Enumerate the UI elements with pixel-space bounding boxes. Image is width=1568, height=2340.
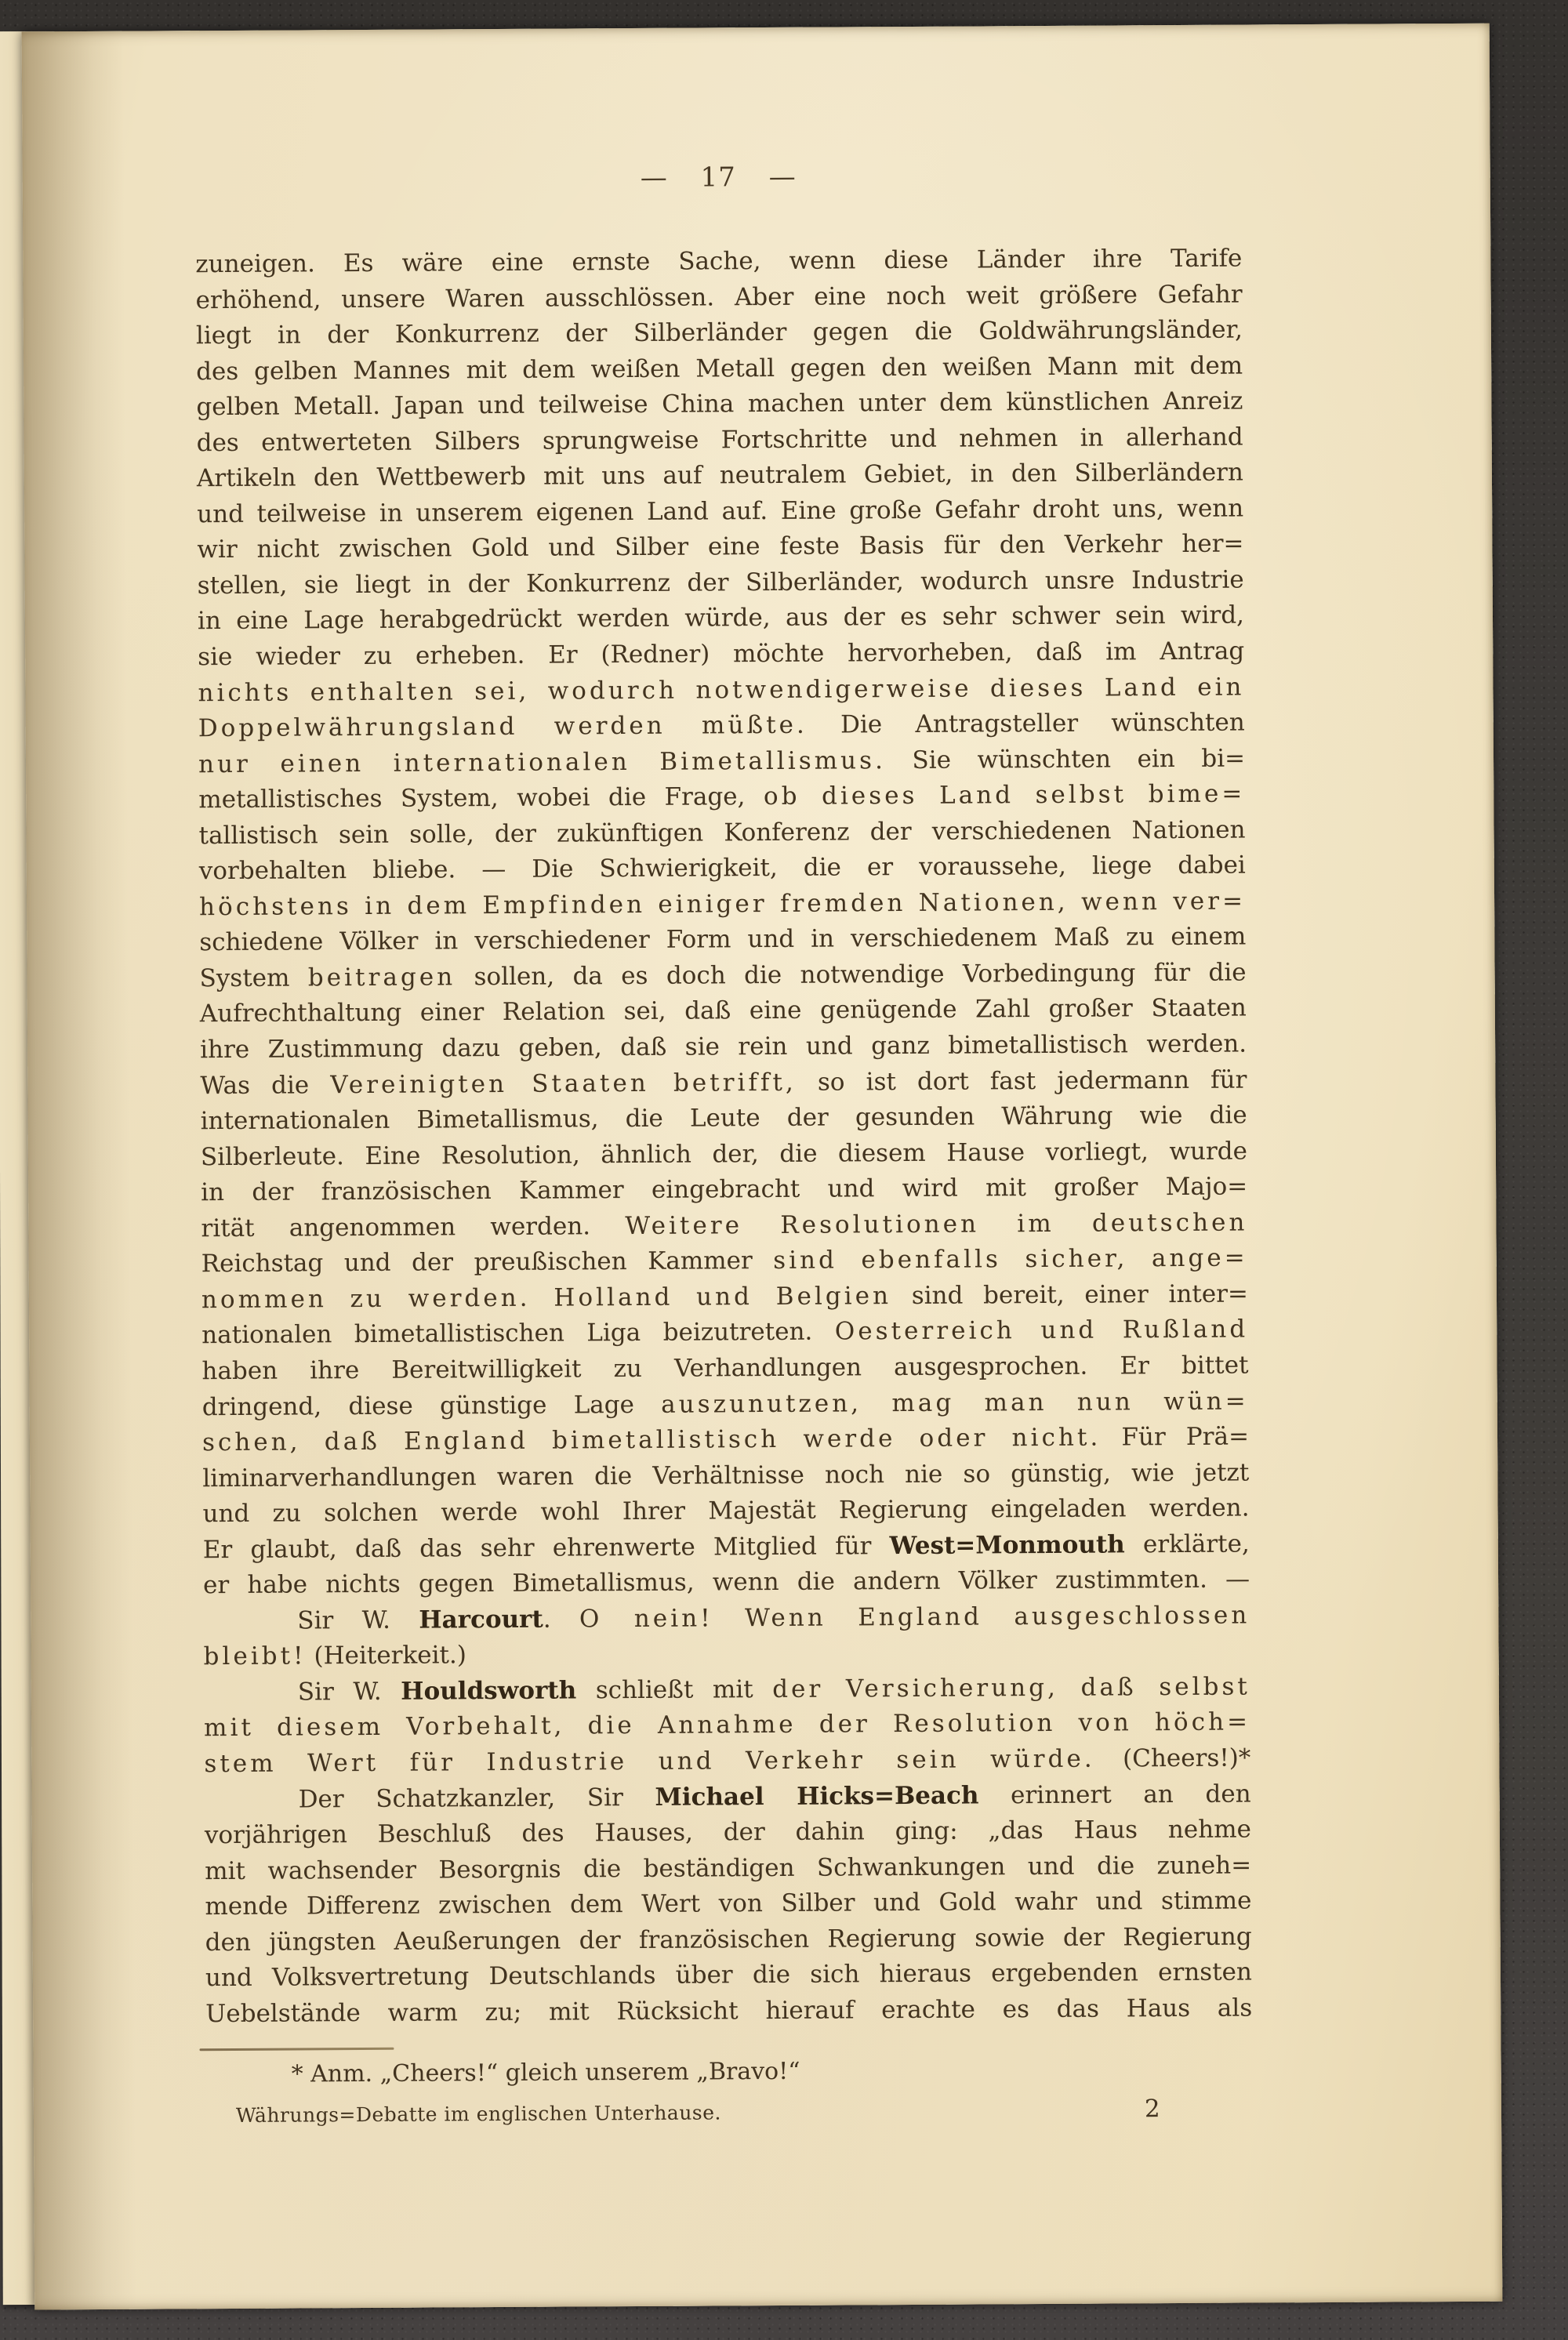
footnote-rule	[199, 2048, 394, 2051]
text-line	[196, 348, 1243, 390]
text-segment: ihre Zustimmung dazu geben, daß sie rein und ganz bimetallistisch werden.	[200, 1029, 1247, 1065]
footnote: * Anm. „Cheers!“ gleich unserem „Bravo!“	[291, 2057, 800, 2088]
text-segment: haben ihre Bereitwilligkeit zu Verhandlungen ausgesprochen. Er bittet	[201, 1351, 1249, 1386]
text-line	[203, 1634, 1250, 1675]
text-segment: bleibt!	[203, 1642, 307, 1671]
text-line	[201, 1348, 1248, 1389]
text-segment: metallistisches System, wobei die Frage,	[198, 782, 764, 814]
text-segment: schen, daß England bimetallistisch werde oder nicht.	[201, 1423, 1102, 1457]
text-line	[201, 1241, 1248, 1282]
text-line	[198, 598, 1244, 640]
text-segment: wir nicht zwischen Gold und Silber eine feste Basis für den Verkehr her=	[197, 529, 1244, 564]
text-line	[200, 1027, 1247, 1068]
text-line	[201, 1170, 1247, 1211]
text-segment: Doppelwährungsland werden müßte.	[198, 710, 808, 743]
text-segment: in eine Lage herabgedrückt werden würde, aus der es sehr schwer sein wird,	[197, 600, 1245, 636]
text-segment: Sir W.	[297, 1605, 419, 1635]
text-segment: erhöhend, unsere Waren ausschlössen. Aber eine noch weit größere Gefahr	[195, 280, 1243, 314]
text-line	[195, 241, 1242, 283]
text-segment: nichts enthalten sei, wodurch notwendigerweise dieses Land ein	[198, 673, 1245, 707]
text-segment: mit diesem Vorbehalt, die Annahme der Resolution von höch=	[204, 1707, 1251, 1743]
text-line	[198, 741, 1245, 782]
text-line	[205, 1919, 1252, 1961]
text-line	[195, 277, 1242, 318]
text-segment: Michael Hicks=Beach	[655, 1781, 979, 1812]
text-segment: auszunutzen, mag man nun wün=	[661, 1387, 1249, 1419]
text-line	[205, 1776, 1251, 1818]
text-segment: so ist dort fast jedermann für	[796, 1065, 1247, 1097]
text-segment: des entwerteten Silbers sprungweise Fortschritte und nehmen in allerhand	[196, 423, 1243, 457]
text-segment: Reichstag und der preußischen Kammer	[201, 1246, 774, 1279]
text-line	[201, 1134, 1247, 1175]
text-segment: Silberleute. Eine Resolution, ähnlich der, die diesem Hause vorliegt, wurde	[200, 1137, 1248, 1171]
text-line	[197, 419, 1243, 461]
text-segment: gelben Metall. Japan und teilweise China machen unter dem künstlichen Anreiz	[196, 386, 1243, 422]
text-line	[197, 491, 1243, 532]
text-segment: des gelben Mannes mit dem weißen Metall gegen den weißen Mann mit dem	[196, 351, 1243, 386]
text-segment: und Volksvertretung Deutschlands über die sich hieraus ergebenden ernsten	[205, 1957, 1253, 1993]
text-line	[203, 1562, 1250, 1604]
text-segment: erklärte,	[1124, 1529, 1250, 1559]
text-segment: höchstens in dem Empfinden einiger fremden Nationen, wenn ver=	[198, 887, 1247, 922]
text-segment: liminarverhandlungen waren die Verhältnisse noch nie so günstig, wie jetzt	[202, 1458, 1250, 1493]
text-segment: der Versicherung, daß selbst	[772, 1672, 1250, 1703]
text-segment: Sie wünschten ein bi=	[885, 744, 1246, 775]
text-segment: schließt mit	[576, 1674, 773, 1705]
book-page	[22, 24, 1503, 2310]
text-segment: mende Differenz zwischen dem Wert von Silber und Gold wahr und stimme	[205, 1886, 1252, 1921]
text-line	[203, 1598, 1250, 1639]
text-line	[199, 883, 1246, 925]
signature-mark: 2	[1144, 2095, 1160, 2124]
text-segment: sollen, da es doch die notwendige Vorbedingung für die	[456, 958, 1247, 992]
text-line	[204, 1669, 1250, 1711]
body-text	[195, 241, 1252, 2033]
text-segment: West=Monmouth	[889, 1530, 1125, 1560]
text-segment: mit wachsender Besorgnis die beständigen Schwankungen und die zuneh=	[205, 1851, 1252, 1885]
text-segment: Harcourt	[419, 1605, 543, 1634]
text-segment: den jüngsten Aeußerungen der französischen Regierung sowie der Regierung	[205, 1922, 1252, 1957]
text-segment: Houldsworth	[401, 1676, 577, 1706]
text-segment: erinnert an den	[978, 1779, 1251, 1810]
text-segment: nur einen internationalen Bimetallismus.	[198, 746, 887, 778]
text-segment: dringend, diese günstige Lage	[201, 1390, 662, 1421]
text-segment: Artikeln den Wettbewerb mit uns auf neutralem Gebiet, in den Silberländern	[196, 458, 1244, 493]
text-line	[200, 991, 1247, 1032]
text-line	[197, 455, 1243, 497]
text-segment: schiedene Völker in verschiedener Form und in verschiedenem Maß zu einem	[199, 922, 1247, 957]
text-segment: Der Schatzkanzler, Sir	[298, 1783, 655, 1814]
text-segment: Aufrechthaltung einer Relation sei, daß eine genügende Zahl großer Staaten	[199, 994, 1247, 1029]
text-segment: stellen, sie liegt in der Konkurrenz der Silberländer, wodurch unsre Industrie	[197, 565, 1244, 600]
text-segment: und teilweise in unserem eigenen Land auf. Eine große Gefahr droht uns, wenn	[197, 494, 1244, 529]
text-segment: sind ebenfalls sicher, ange=	[773, 1243, 1248, 1275]
text-line	[199, 955, 1246, 996]
text-segment: beitragen	[307, 963, 456, 992]
text-segment: zuneigen. Es wäre eine ernste Sache, wenn diese Länder ihre Tarife	[195, 244, 1243, 279]
text-line	[204, 1705, 1250, 1747]
text-line	[202, 1384, 1249, 1425]
text-line	[205, 1812, 1251, 1854]
text-segment: nommen zu werden. Holland und Belgien	[201, 1281, 892, 1315]
text-segment: internationalen Bimetallismus, die Leute der gesunden Währung wie die	[200, 1101, 1247, 1136]
text-segment: er habe nichts gegen Bimetallismus, wenn die andern Völker zustimmten. —	[202, 1565, 1250, 1600]
text-line	[198, 706, 1245, 747]
text-segment: System	[199, 963, 308, 993]
text-line	[198, 669, 1244, 711]
text-line	[205, 1884, 1251, 1925]
text-segment: O nein! Wenn England ausgeschlossen	[579, 1601, 1250, 1634]
text-segment: (Cheers!)*	[1094, 1743, 1251, 1773]
footer-caption: Währungs=Debatte im englischen Unterhause.	[235, 2101, 722, 2127]
text-line	[202, 1491, 1249, 1533]
text-segment: liegt in der Konkurrenz der Silberländer gegen die Goldwährungsländer,	[195, 315, 1243, 350]
text-segment: Die Antragsteller wünschten	[807, 708, 1245, 739]
text-segment: rität angenommen werden.	[201, 1211, 626, 1243]
text-line	[203, 1526, 1250, 1568]
text-segment: Für Prä=	[1101, 1422, 1250, 1452]
text-segment: nationalen bimetallistischen Liga beizutreten.	[201, 1317, 835, 1350]
text-segment: .	[543, 1605, 580, 1634]
text-segment: und zu solchen werde wohl Ihrer Majestät Regierung eingeladen werden.	[202, 1493, 1250, 1529]
text-line	[205, 1990, 1252, 2032]
text-line	[201, 1312, 1248, 1354]
text-line	[198, 634, 1244, 676]
text-line	[199, 848, 1246, 890]
text-line	[196, 384, 1243, 426]
text-line	[198, 777, 1245, 818]
text-line	[200, 1062, 1247, 1104]
text-segment: Was die	[200, 1070, 331, 1100]
text-line	[201, 1205, 1247, 1246]
text-line	[196, 313, 1243, 354]
text-line	[205, 1955, 1252, 1997]
text-segment: Er glaubt, daß das sehr ehrenwerte Mitglied für	[202, 1531, 890, 1564]
text-segment: Oesterreich und Rußland	[834, 1315, 1249, 1346]
text-line	[198, 562, 1244, 604]
text-segment: vorjährigen Beschluß des Hauses, der dahin ging: „das Haus nehme	[204, 1815, 1251, 1850]
text-line	[199, 920, 1246, 961]
text-segment: Uebelstände warm zu; mit Rücksicht hierauf erachte es das Haus als	[205, 1994, 1253, 2028]
text-segment: sind bereit, einer inter=	[891, 1279, 1249, 1310]
text-segment: (Heiterkeit.)	[306, 1641, 467, 1671]
text-segment: stem Wert für Industrie und Verkehr sein würde.	[204, 1744, 1095, 1779]
text-line	[201, 1276, 1248, 1318]
text-line	[202, 1455, 1249, 1497]
text-segment: Weitere Resolutionen im deutschen	[625, 1208, 1248, 1240]
text-segment: sie wieder zu erheben. Er (Redner) möchte hervorheben, daß im Antrag	[198, 637, 1245, 672]
text-line	[198, 812, 1245, 854]
text-segment: vorbehalten bliebe. — Die Schwierigkeit, die er voraussehe, liege dabei	[198, 851, 1246, 886]
text-line	[197, 527, 1243, 568]
text-segment: Sir W.	[297, 1677, 401, 1707]
text-line	[205, 1848, 1251, 1889]
text-line	[204, 1740, 1250, 1782]
text-segment: Vereinigten Staaten betrifft,	[330, 1068, 797, 1099]
text-segment: tallistisch sein solle, der zukünftigen Konferenz der verschiedenen Nationen	[198, 815, 1246, 850]
page-number: — 17 —	[640, 161, 797, 194]
text-segment: ob dieses Land selbst bime=	[763, 779, 1246, 811]
text-line	[202, 1420, 1249, 1461]
text-segment: in der französischen Kammer eingebracht und wird mit großer Majo=	[201, 1172, 1248, 1207]
text-line	[201, 1098, 1247, 1140]
